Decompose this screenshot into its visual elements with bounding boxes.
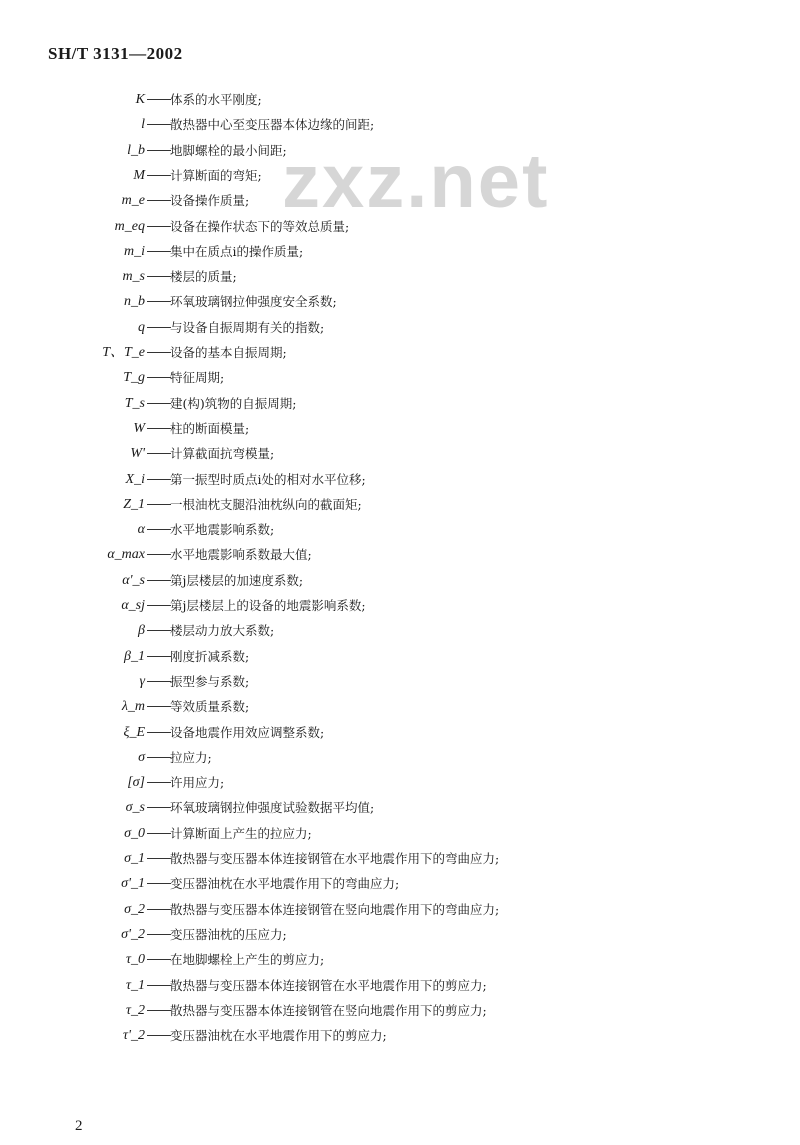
- symbol-entry: [0, 163, 800, 188]
- symbol: σ: [138, 749, 145, 765]
- symbol: Z_1: [123, 496, 145, 512]
- symbol-description: 散热器与变压器本体连接钢管在竖向地震作用下的弯曲应力;: [170, 901, 500, 917]
- em-dash: [147, 580, 171, 581]
- em-dash: [147, 1035, 171, 1036]
- symbol: α: [137, 522, 145, 538]
- symbol-entry: [0, 214, 800, 239]
- symbol-entry: [0, 87, 800, 112]
- symbol: M: [133, 167, 145, 183]
- em-dash: [147, 124, 171, 125]
- symbol-description: 许用应力;: [170, 775, 225, 791]
- symbol-description: 散热器中心至变压器本体边缘的间距;: [170, 117, 375, 133]
- em-dash: [147, 706, 171, 707]
- symbol-entry: [0, 264, 800, 289]
- symbol-entry: [0, 593, 800, 618]
- em-dash: [147, 934, 171, 935]
- symbol-description: 建(构)筑物的自振周期;: [170, 395, 297, 411]
- symbol-entry: [0, 289, 800, 314]
- em-dash: [147, 985, 171, 986]
- symbol-entry: [0, 846, 800, 871]
- symbol-entry: [0, 365, 800, 390]
- symbol-description: 地脚螺栓的最小间距;: [170, 142, 287, 158]
- symbol-entry: [0, 542, 800, 567]
- symbol-description: 体系的水平刚度;: [170, 92, 262, 107]
- page-number: 2: [75, 1118, 83, 1134]
- em-dash: [147, 959, 171, 960]
- em-dash: [147, 453, 171, 454]
- symbol-entry: [0, 315, 800, 340]
- em-dash: [147, 327, 171, 328]
- symbol-description: 楼层动力放大系数;: [170, 623, 275, 639]
- symbol: σ_2: [124, 901, 145, 917]
- symbol-entry: [0, 416, 800, 441]
- symbol-entry: [0, 821, 800, 846]
- symbol-entry: [0, 188, 800, 213]
- symbol: l_b: [127, 142, 145, 158]
- symbol: τ_2: [125, 1002, 145, 1018]
- symbol-entry: [0, 947, 800, 972]
- symbol-description: 第一振型时质点i处的相对水平位移;: [170, 471, 366, 487]
- em-dash: [147, 226, 171, 227]
- symbol: T、T_e: [102, 345, 145, 360]
- symbol-description: 散热器与变压器本体连接钢管在竖向地震作用下的剪应力;: [170, 1002, 487, 1018]
- symbol-entry: [0, 795, 800, 820]
- symbol-entry: [0, 922, 800, 947]
- em-dash: [147, 99, 171, 100]
- em-dash: [147, 150, 171, 151]
- symbol-entry: [0, 644, 800, 669]
- symbol-description: 第j层楼层的加速度系数;: [170, 572, 304, 588]
- symbol-entry: [0, 441, 800, 466]
- symbol-entry: [0, 770, 800, 795]
- em-dash: [147, 504, 171, 505]
- symbol: τ'_2: [122, 1028, 145, 1044]
- symbol-description: 环氧玻璃钢拉伸强度安全系数;: [170, 294, 337, 310]
- symbol-description: 设备地震作用效应调整系数;: [170, 724, 325, 740]
- symbol: [σ]: [127, 775, 145, 791]
- symbol-entry: [0, 973, 800, 998]
- em-dash: [147, 833, 171, 834]
- symbol-entry: [0, 720, 800, 745]
- standard-header: SH/T 3131—2002: [48, 44, 183, 63]
- em-dash: [147, 301, 171, 302]
- symbol-description: 计算断面的弯矩;: [170, 167, 262, 183]
- symbol-entry: [0, 112, 800, 137]
- em-dash: [147, 605, 171, 606]
- symbol-description: 水平地震影响系数;: [170, 522, 275, 538]
- watermark: zxz.net: [282, 139, 550, 224]
- em-dash: [147, 883, 171, 884]
- symbol-entry: [0, 998, 800, 1023]
- symbol-entry: [0, 138, 800, 163]
- symbol: τ_0: [125, 952, 145, 968]
- symbol: m_s: [122, 269, 145, 285]
- symbol-entry: [0, 694, 800, 719]
- symbol-description: 一根油枕支腿沿油枕纵向的截面矩;: [170, 496, 362, 512]
- symbol-description: 散热器与变压器本体连接钢管在水平地震作用下的剪应力;: [170, 977, 487, 993]
- em-dash: [147, 681, 171, 682]
- em-dash: [147, 200, 171, 201]
- em-dash: [147, 403, 171, 404]
- symbol-description: 刚度折减系数;: [170, 648, 250, 664]
- symbol-description: 等效质量系数;: [170, 699, 250, 715]
- em-dash: [147, 782, 171, 783]
- symbol-description: 特征周期;: [170, 370, 225, 386]
- symbol-description: 第j层楼层上的设备的地震影响系数;: [170, 598, 366, 613]
- symbol: σ'_2: [121, 926, 145, 942]
- symbol-entry: [0, 391, 800, 416]
- em-dash: [147, 807, 171, 808]
- symbol-entry: [0, 1023, 800, 1048]
- symbol-entry: [0, 239, 800, 264]
- symbol-description: 计算截面抗弯模量;: [170, 446, 275, 462]
- symbol: K: [135, 92, 145, 107]
- em-dash: [147, 757, 171, 758]
- symbol-description: 设备操作质量;: [170, 193, 250, 209]
- symbol-entry: [0, 517, 800, 542]
- symbol: m_e: [121, 193, 145, 209]
- symbol-description: 散热器与变压器本体连接钢管在水平地震作用下的弯曲应力;: [170, 851, 500, 866]
- symbol-entry: [0, 618, 800, 643]
- symbol-description: 变压器油枕在水平地震作用下的剪应力;: [170, 1028, 387, 1044]
- symbol-entry: [0, 467, 800, 492]
- em-dash: [147, 909, 171, 910]
- symbol: σ_0: [124, 825, 145, 841]
- symbol: τ_1: [125, 977, 145, 993]
- symbol: l: [141, 117, 145, 133]
- symbol-description: 环氧玻璃钢拉伸强度试验数据平均值;: [170, 800, 375, 816]
- symbol-entry: [0, 745, 800, 770]
- symbol: α'_s: [122, 572, 145, 588]
- em-dash: [147, 630, 171, 631]
- em-dash: [147, 1010, 171, 1011]
- symbol: β_1: [124, 648, 145, 664]
- em-dash: [147, 352, 171, 353]
- symbol: α_max: [107, 547, 145, 563]
- symbol-description: 设备在操作状态下的等效总质量;: [170, 218, 350, 234]
- symbol: n_b: [124, 294, 145, 310]
- symbol-description: 集中在质点i的操作质量;: [170, 243, 304, 259]
- symbol-description: 水平地震影响系数最大值;: [170, 547, 312, 563]
- em-dash: [147, 554, 171, 555]
- symbol: m_i: [124, 243, 145, 259]
- symbol-description: 在地脚螺栓上产生的剪应力;: [170, 952, 325, 968]
- em-dash: [147, 479, 171, 480]
- symbol-entry: [0, 897, 800, 922]
- symbol-description: 计算断面上产生的拉应力;: [170, 825, 312, 841]
- em-dash: [147, 377, 171, 378]
- symbol-entry: [0, 871, 800, 896]
- symbol: T_s: [124, 395, 145, 411]
- em-dash: [147, 656, 171, 657]
- symbol: q: [138, 319, 145, 335]
- em-dash: [147, 732, 171, 733]
- symbol: X_i: [125, 471, 145, 487]
- symbol-description: 楼层的质量;: [170, 269, 237, 285]
- em-dash: [147, 276, 171, 277]
- symbol-description: 变压器油枕的压应力;: [170, 926, 287, 942]
- symbol: σ_s: [125, 800, 145, 816]
- symbol: ξ_E: [123, 724, 145, 740]
- symbol-description: 变压器油枕在水平地震作用下的弯曲应力;: [170, 876, 400, 892]
- em-dash: [147, 858, 171, 859]
- symbol: W': [130, 446, 145, 462]
- symbol: γ: [139, 673, 145, 689]
- symbol-entry: [0, 492, 800, 517]
- symbol: λ_m: [121, 699, 145, 715]
- symbol-description: 设备的基本自振周期;: [170, 345, 287, 360]
- symbol-description: 拉应力;: [170, 749, 212, 765]
- em-dash: [147, 529, 171, 530]
- em-dash: [147, 428, 171, 429]
- symbol: σ_1: [124, 851, 145, 866]
- symbol: β: [138, 623, 145, 639]
- symbol: T_g: [123, 370, 145, 386]
- symbol: W: [133, 420, 145, 436]
- symbol: σ'_1: [121, 876, 145, 892]
- em-dash: [147, 175, 171, 176]
- symbol: m_eq: [114, 218, 145, 234]
- symbol-entry: [0, 340, 800, 365]
- symbol-entry: [0, 568, 800, 593]
- symbol-description: 与设备自振周期有关的指数;: [170, 319, 325, 335]
- symbol: α_sj: [121, 598, 145, 613]
- em-dash: [147, 251, 171, 252]
- symbol-description: 柱的断面模量;: [170, 420, 250, 436]
- symbol-entry: [0, 669, 800, 694]
- symbol-description: 振型参与系数;: [170, 673, 250, 689]
